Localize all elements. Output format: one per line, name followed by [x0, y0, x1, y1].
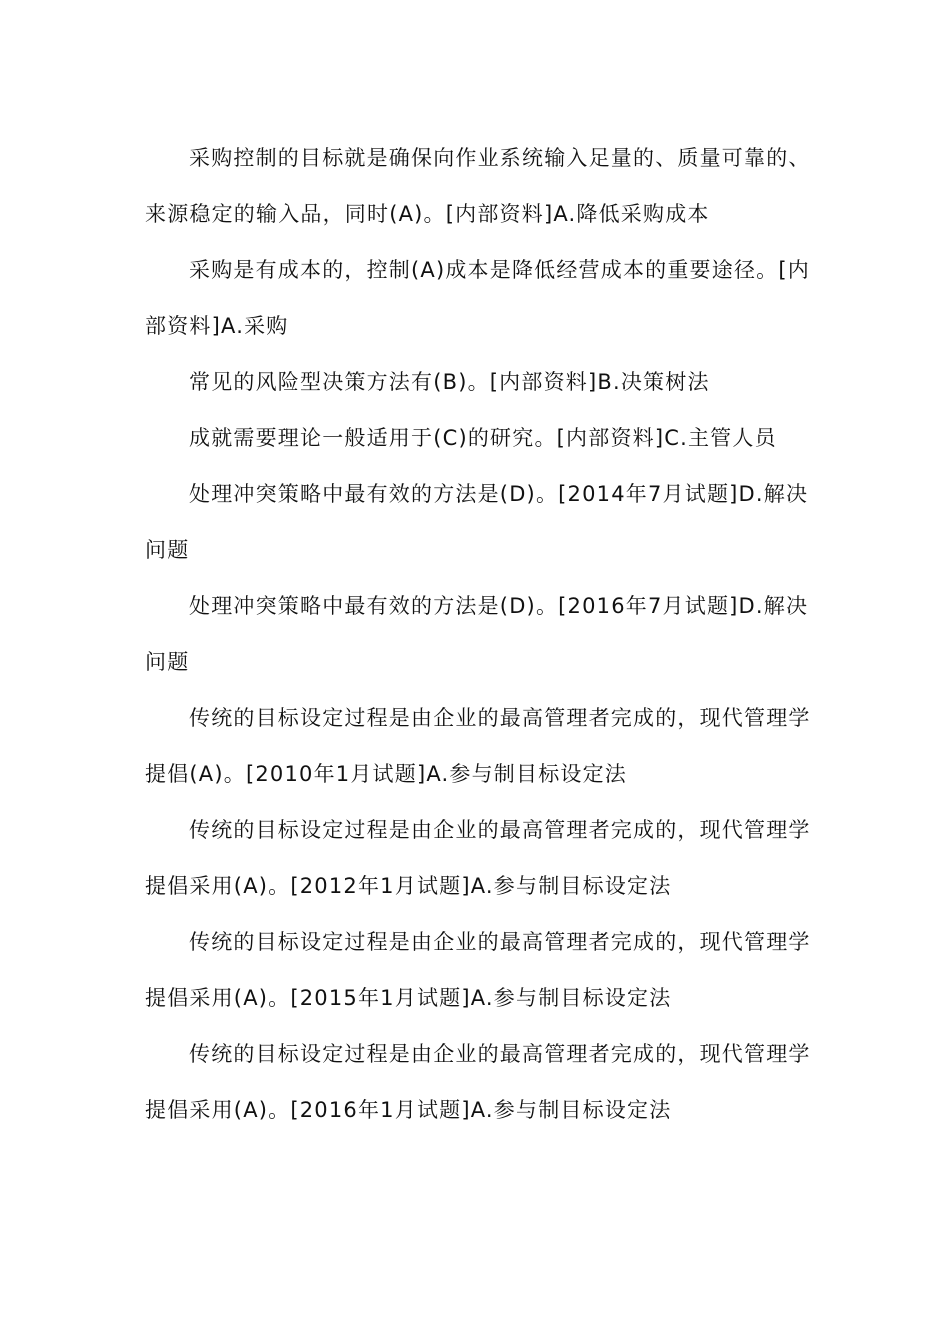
paragraph-2: 采购是有成本的，控制(A)成本是降低经营成本的重要途径。[内部资料]A.采购: [145, 258, 810, 338]
paragraph-3: 常见的风险型决策方法有(B)。[内部资料]B.决策树法: [189, 370, 710, 394]
paragraph-6: 处理冲突策略中最有效的方法是(D)。[2016年7月试题]D.解决问题: [145, 594, 809, 674]
document-body: [145, 130, 813, 1138]
paragraph-9: 传统的目标设定过程是由企业的最高管理者完成的，现代管理学提倡采用(A)。[2015年1月试题]A.参与制目标设定法: [145, 930, 811, 1010]
paragraph-1: 采购控制的目标就是确保向作业系统输入足量的、质量可靠的、来源稳定的输入品，同时(A)。[内部资料]A.降低采购成本: [145, 146, 811, 226]
paragraph-8: 传统的目标设定过程是由企业的最高管理者完成的，现代管理学提倡采用(A)。[2012年1月试题]A.参与制目标设定法: [145, 818, 811, 898]
paragraph-5: 处理冲突策略中最有效的方法是(D)。[2014年7月试题]D.解决问题: [145, 482, 809, 562]
paragraph-10: 传统的目标设定过程是由企业的最高管理者完成的，现代管理学提倡采用(A)。[2016年1月试题]A.参与制目标设定法: [145, 1042, 811, 1122]
paragraph-7: 传统的目标设定过程是由企业的最高管理者完成的，现代管理学提倡(A)。[2010年1月试题]A.参与制目标设定法: [145, 706, 811, 786]
paragraph-4: 成就需要理论一般适用于(C)的研究。[内部资料]C.主管人员: [189, 426, 777, 450]
